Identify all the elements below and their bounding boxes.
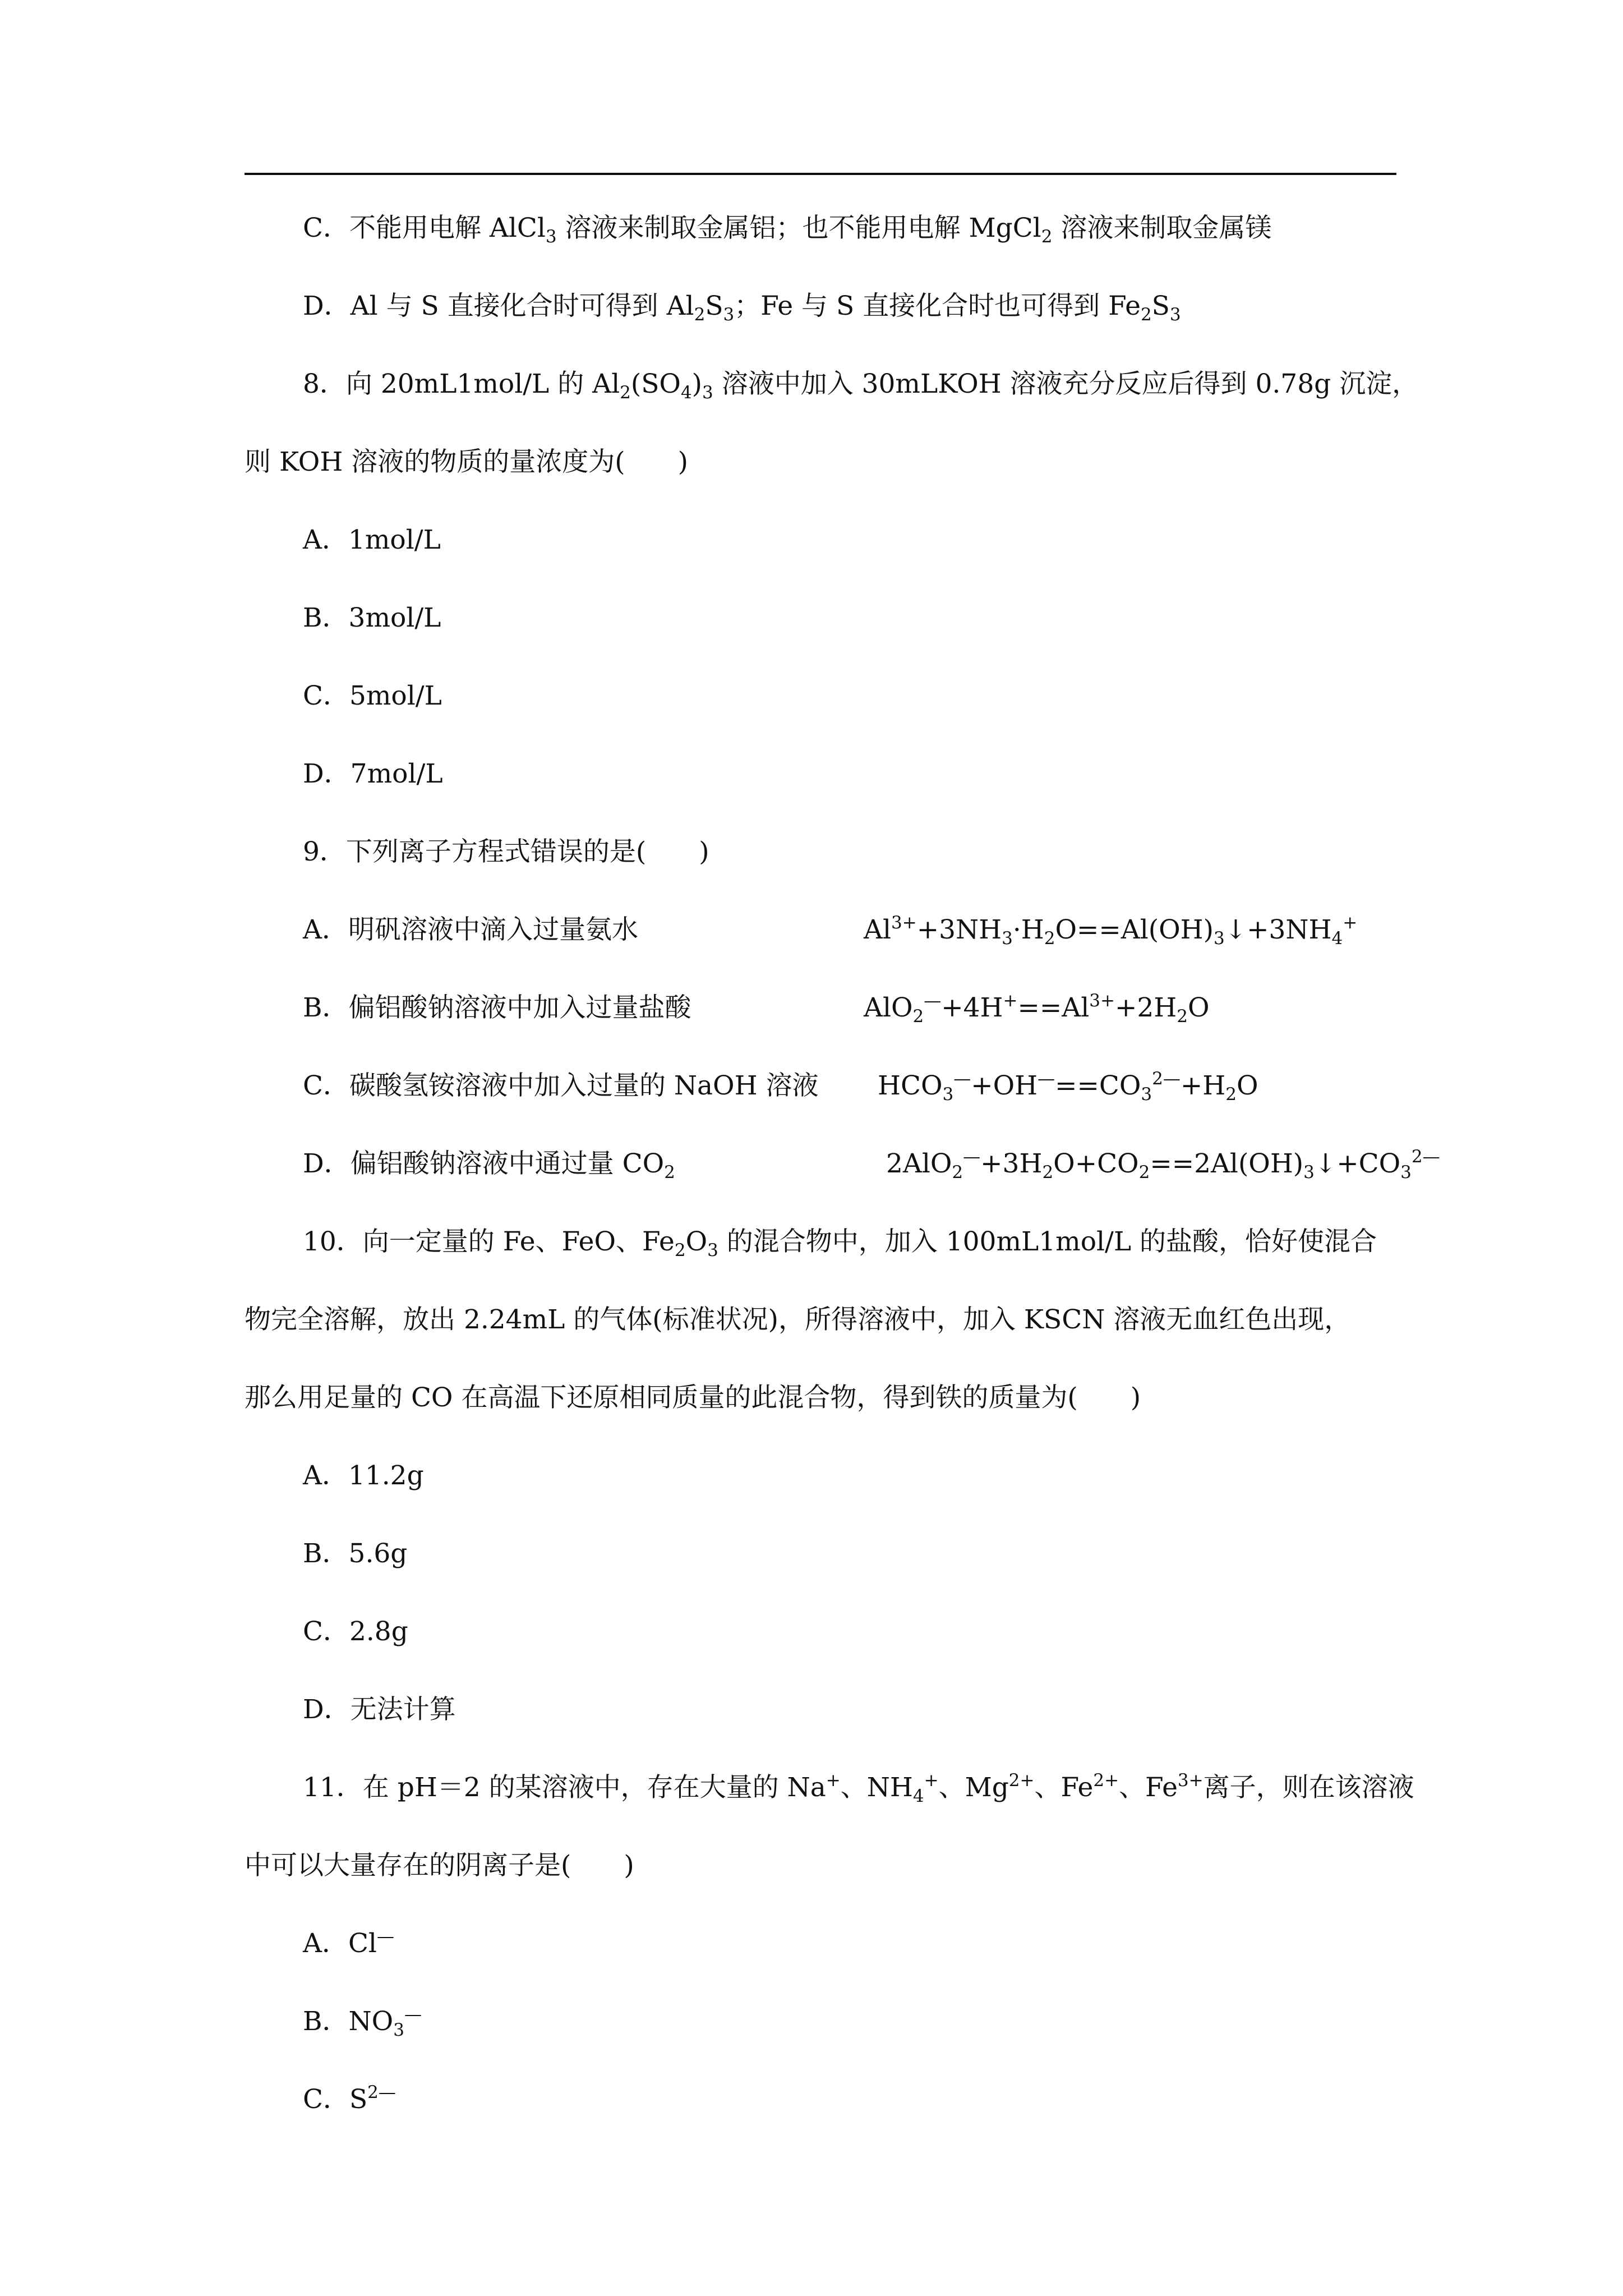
text-line: 8．向 20mL1mol/L 的 $Al_2(SO_4)_3$ 溶液中加入 30mLKOH 溶液充分反应后得到 0.78g 沉淀， [303,369,1419,403]
header-rule [245,173,1396,175]
text-line: 9．下列离子方程式错误的是( ) [303,836,709,867]
text-line: C．$S^{2—}$ [303,2082,396,2115]
ionic-equation: $Al^{3+}+3NH_3\cdot H_2O==Al(OH)_3↓+3NH_4^+$ [864,913,1358,949]
text-line: 则 KOH 溶液的物质的量浓度为( ) [245,447,688,477]
text-line: A．11.2g [303,1460,424,1491]
ionic-equation: $AlO_2^—+4H^+==Al^{3+}+2H_2O$ [864,991,1210,1027]
text-line: C．不能用电解 AlCl$_3$ 溶液来制取金属铝；也不能用电解 MgCl$_2$ 溶液来制取金属镁 [303,213,1272,247]
text-line: A．明矾溶液中滴入过量氨水 [303,914,638,945]
text-line: D．无法计算 [303,1694,456,1725]
text-line: 10．向一定量的 Fe、FeO、$Fe_2O_3$ 的混合物中，加入 100mL1mol/L 的盐酸，恰好使混合 [303,1226,1377,1260]
text-line: 11．在 pH＝2 的某溶液中，存在大量的 Na+、$NH_4^+$、$Mg^{2+}$、$Fe^{2+}$、$Fe^{3+}$离子，则在该溶液 [303,1770,1414,1806]
text-line: B．偏铝酸钠溶液中加入过量盐酸 [303,992,691,1023]
text-line: B．$NO_3^—$ [303,2004,422,2040]
ionic-equation: $HCO_3^—+OH^—==CO_3^{2—}+H_2O$ [878,1069,1258,1105]
text-line: D．7mol/L [303,758,443,789]
text-line: A．Cl— [303,1926,394,1959]
text-line: C．碳酸氢铵溶液中加入过量的 NaOH 溶液 [303,1070,819,1101]
text-line: 中可以大量存在的阴离子是( ) [245,1850,634,1881]
text-line: 物完全溶解，放出 2.24mL 的气体(标准状况)，所得溶液中，加入 KSCN 溶液无血红色出现， [245,1304,1351,1335]
text-line: 那么用足量的 CO 在高温下还原相同质量的此混合物，得到铁的质量为( ) [245,1382,1141,1413]
text-line: B．3mol/L [303,602,441,633]
text-line: B．5.6g [303,1538,408,1569]
text-line: D．偏铝酸钠溶液中通过量 $CO_2$ [303,1148,675,1182]
text-line: C．2.8g [303,1616,408,1647]
text-line: C．5mol/L [303,680,442,711]
ionic-equation: $2AlO_2^—+3H_2O+CO_2==2Al(OH)_3↓+CO_3^{2—}$ [886,1147,1440,1182]
text-line: A．1mol/L [303,524,441,555]
text-line: D．Al 与 S 直接化合时可得到 $Al_2S_3$；Fe 与 S 直接化合时也可得到 $Fe_2S_3$ [303,291,1181,325]
